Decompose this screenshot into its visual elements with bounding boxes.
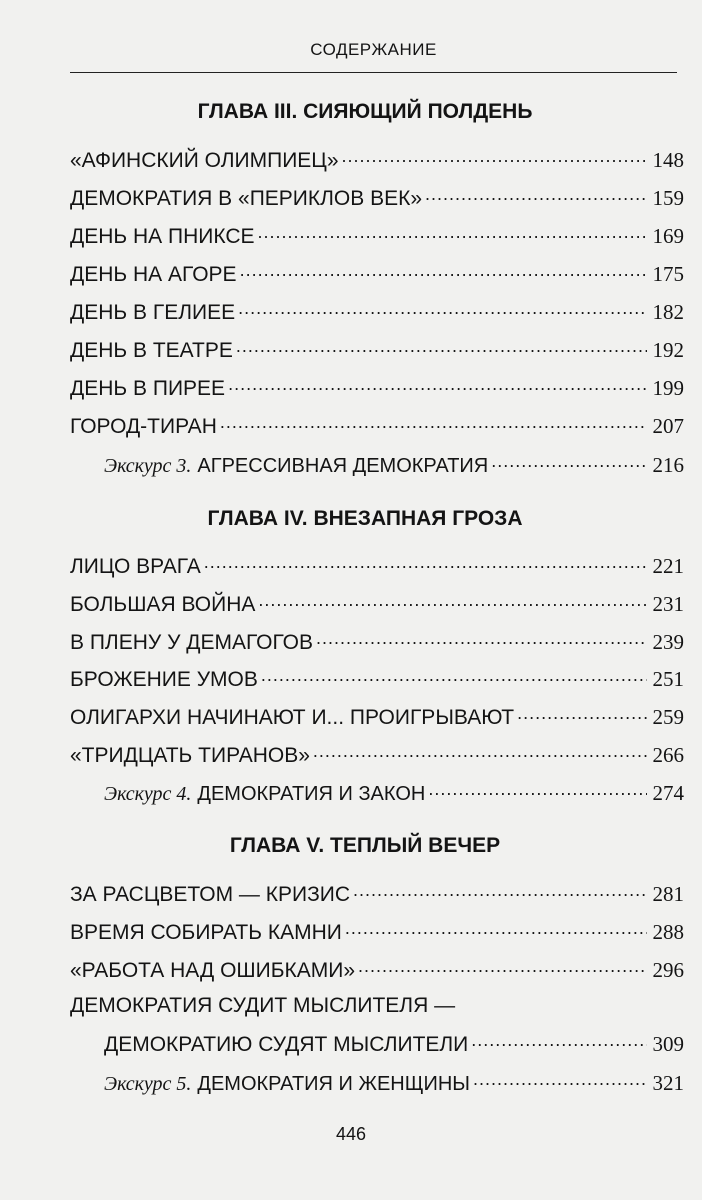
dot-leader: [258, 590, 647, 611]
dot-leader: [425, 184, 647, 205]
entry-title: ДЕНЬ В ПИРЕЕ: [70, 377, 226, 400]
entry-page: 148: [652, 148, 684, 172]
dot-leader: [240, 260, 647, 281]
entry-page: 309: [652, 1032, 684, 1056]
entry-title: «РАБОТА НАД ОШИБКАМИ»: [70, 959, 356, 982]
dot-leader: [471, 1030, 647, 1051]
chapter-heading: ГЛАВА V. ТЕПЛЫЙ ВЕЧЕР: [229, 834, 501, 857]
toc-entry-continuation: [104, 1030, 684, 1057]
entry-page: 221: [652, 554, 684, 578]
running-header: СОДЕРЖАНИЕ: [310, 40, 437, 59]
toc-entry: [70, 552, 684, 579]
toc-entry: [70, 412, 684, 439]
entry-title: БОЛЬШАЯ ВОЙНА: [70, 593, 256, 616]
entry-page: 239: [652, 630, 684, 654]
toc-entry: [70, 374, 684, 401]
entry-title-continuation: ДЕМОКРАТИЮ СУДЯТ МЫСЛИТЕЛИ: [104, 1033, 469, 1056]
excursus-label: Экскурс 5.: [104, 1073, 192, 1095]
entry-title: ОЛИГАРХИ НАЧИНАЮТ И... ПРОИГРЫВАЮТ: [70, 706, 515, 729]
dot-leader: [238, 298, 647, 319]
entry-title: ДЕНЬ В ГЕЛИЕЕ: [70, 301, 236, 324]
dot-leader: [358, 956, 647, 977]
dot-leader: [258, 222, 647, 243]
excursus-title: АГРЕССИВНАЯ ДЕМОКРАТИЯ: [197, 455, 489, 477]
dot-leader: [428, 779, 647, 800]
dot-leader: [345, 918, 647, 939]
entry-page: 207: [652, 414, 684, 438]
entry-title: ДЕНЬ НА АГОРЕ: [70, 263, 237, 286]
entry-title: ДЕМОКРАТИЯ В «ПЕРИКЛОВ ВЕК»: [70, 187, 423, 210]
entry-page: 288: [652, 920, 684, 944]
toc-entry: [70, 298, 684, 325]
entry-page: 266: [652, 743, 684, 767]
toc-entry: [70, 703, 684, 730]
entry-page: 251: [652, 667, 684, 691]
excursus-title: ДЕМОКРАТИЯ И ЖЕНЩИНЫ: [197, 1073, 470, 1095]
toc-entry: [70, 336, 684, 363]
entry-page: 296: [652, 958, 684, 982]
toc-entry: [70, 590, 684, 617]
toc-entry: [70, 146, 684, 173]
entry-title: ЗА РАСЦВЕТОМ — КРИЗИС: [70, 883, 351, 906]
excursus-page: 321: [652, 1071, 684, 1095]
toc-entry: [70, 741, 684, 768]
toc-entry: [70, 260, 684, 287]
dot-leader: [517, 703, 647, 724]
dot-leader: [353, 880, 647, 901]
dot-leader: [473, 1069, 647, 1090]
entry-page: 169: [652, 224, 684, 248]
toc-entry: [70, 628, 684, 655]
chapter-heading: ГЛАВА III. СИЯЮЩИЙ ПОЛДЕНЬ: [197, 100, 533, 123]
dot-leader: [313, 741, 647, 762]
dot-leader: [491, 451, 647, 472]
entry-title: ГОРОД-ТИРАН: [70, 415, 217, 438]
page-number: 446: [335, 1124, 367, 1144]
excursus-entry: [104, 1069, 684, 1096]
entry-page: 281: [652, 882, 684, 906]
entry-title: ДЕНЬ В ТЕАТРЕ: [70, 339, 233, 362]
entry-title: ДЕНЬ НА ПНИКСЕ: [70, 225, 255, 248]
entry-page: 199: [652, 376, 684, 400]
dot-leader: [342, 146, 647, 167]
toc-entry: [70, 222, 684, 249]
entry-title: ВРЕМЯ СОБИРАТЬ КАМНИ: [70, 921, 342, 944]
toc-entry: [70, 184, 684, 211]
header-rule: [70, 72, 677, 73]
entry-page: 192: [652, 338, 684, 362]
dot-leader: [236, 336, 647, 357]
entry-page: 159: [652, 186, 684, 210]
excursus-label: Экскурс 3.: [104, 455, 192, 477]
toc-entry-first-line: [70, 994, 684, 1018]
entry-page: 175: [652, 262, 684, 286]
entry-page: 231: [652, 592, 684, 616]
entry-page: 259: [652, 705, 684, 729]
entry-title: ЛИЦО ВРАГА: [70, 555, 201, 578]
dot-leader: [220, 412, 647, 433]
toc-entry: [70, 918, 684, 945]
chapter-heading: ГЛАВА IV. ВНЕЗАПНАЯ ГРОЗА: [207, 507, 523, 530]
entry-page: 182: [652, 300, 684, 324]
excursus-page: 216: [652, 453, 684, 477]
toc-entry: [70, 665, 684, 692]
entry-title: БРОЖЕНИЕ УМОВ: [70, 668, 258, 691]
excursus-entry: [104, 779, 684, 806]
excursus-page: 274: [652, 781, 684, 805]
dot-leader: [316, 628, 647, 649]
dot-leader: [261, 665, 647, 686]
entry-title: В ПЛЕНУ У ДЕМАГОГОВ: [70, 631, 314, 654]
toc-entry: [70, 956, 684, 983]
dot-leader: [204, 552, 647, 573]
excursus-title: ДЕМОКРАТИЯ И ЗАКОН: [197, 783, 426, 805]
excursus-label: Экскурс 4.: [104, 783, 192, 805]
toc-entry: [70, 880, 684, 907]
entry-title: «ТРИДЦАТЬ ТИРАНОВ»: [70, 744, 310, 767]
entry-title: ДЕМОКРАТИЯ СУДИТ МЫСЛИТЕЛЯ —: [70, 994, 456, 1017]
entry-title: «АФИНСКИЙ ОЛИМПИЕЦ»: [70, 149, 339, 172]
dot-leader: [228, 374, 647, 395]
excursus-entry: [104, 451, 684, 478]
